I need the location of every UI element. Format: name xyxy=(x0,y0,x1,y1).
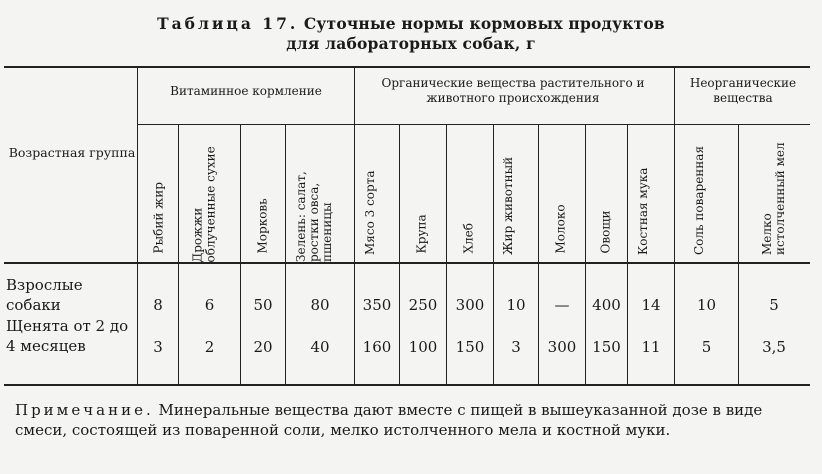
table-cell: 20 xyxy=(253,338,273,356)
table-cell: 150 xyxy=(455,338,485,356)
table-cell: 300 xyxy=(455,296,485,314)
col-header: Овощи xyxy=(598,210,613,254)
table-cell: 11 xyxy=(641,338,661,356)
col-divider xyxy=(674,66,675,384)
table-title-line1: Суточные нормы кормовых продуктов xyxy=(303,14,665,33)
col-divider xyxy=(354,66,355,384)
group-header-vitamin: Витаминное кормление xyxy=(170,84,322,98)
table-title xyxy=(0,14,822,33)
table-cell: 14 xyxy=(641,296,661,314)
note-text: Минеральные вещества дают вместе с пищей в вышеуказанной дозе в виде смеси, состоящей из поваренной соли, мелко истолченного мела и костной муки. xyxy=(15,401,763,439)
table-cell: 150 xyxy=(592,338,621,356)
table-cell: — xyxy=(554,296,570,314)
table-cell: 6 xyxy=(204,296,215,314)
col-header: Жир животный xyxy=(501,156,515,255)
table-bottom-rule xyxy=(4,384,810,386)
table-cell: 250 xyxy=(408,296,438,314)
col-header: Зелень: салат, ростки овса, пшеницы xyxy=(294,171,334,262)
table-cell: 8 xyxy=(153,296,163,314)
table-cell: 40 xyxy=(310,338,330,356)
table-cell: 50 xyxy=(253,296,273,314)
group-header-rule xyxy=(138,124,810,125)
group-header-inorganic: Неорганические вещества xyxy=(689,76,797,105)
table-cell: 80 xyxy=(310,296,330,314)
table-cell: 2 xyxy=(204,338,215,356)
table-note xyxy=(15,400,815,440)
table-cell: 3 xyxy=(153,338,163,356)
table-cell: 3 xyxy=(511,338,521,356)
table-cell: 5 xyxy=(769,296,779,314)
note-label: Примечание. xyxy=(15,401,154,419)
table-cell: 350 xyxy=(362,296,392,314)
header-bottom-rule xyxy=(4,262,810,264)
col-header: Соль поваренная xyxy=(692,145,706,255)
table-cell: 160 xyxy=(362,338,392,356)
table-cell: 3,5 xyxy=(762,338,786,356)
col-header: Морковь xyxy=(255,198,270,254)
table-cell: 300 xyxy=(547,338,577,356)
row-label-puppies: Щенята от 2 до 4 месяцев xyxy=(6,317,129,355)
table-cell: 10 xyxy=(506,296,526,314)
col-header: Крупа xyxy=(414,214,429,254)
table-number: Таблица 17. xyxy=(157,14,299,33)
col-header: Мелко истолченный мел xyxy=(760,142,787,255)
col-header: Мясо 3 сорта xyxy=(363,170,377,255)
table-top-rule xyxy=(4,66,810,68)
col-divider xyxy=(137,66,138,384)
age-group-header: Возрастная группа xyxy=(8,145,136,160)
col-header: Хлеб xyxy=(461,223,476,254)
row-label-adult: Взрослые собаки xyxy=(6,276,83,314)
col-header: Молоко xyxy=(553,204,568,254)
col-header: Рыбий жир xyxy=(151,182,166,254)
table-title-line2: для лабораторных собак, г xyxy=(286,34,536,53)
table-cell: 100 xyxy=(408,338,438,356)
col-header: Костная мука xyxy=(636,167,650,255)
table-cell: 10 xyxy=(696,296,717,314)
table-cell: 400 xyxy=(592,296,621,314)
col-header: Дрожжи облученные сухие xyxy=(190,146,218,263)
group-header-organic: Органические вещества растительного и животного происхождения xyxy=(381,76,645,105)
table-cell: 5 xyxy=(701,338,712,356)
